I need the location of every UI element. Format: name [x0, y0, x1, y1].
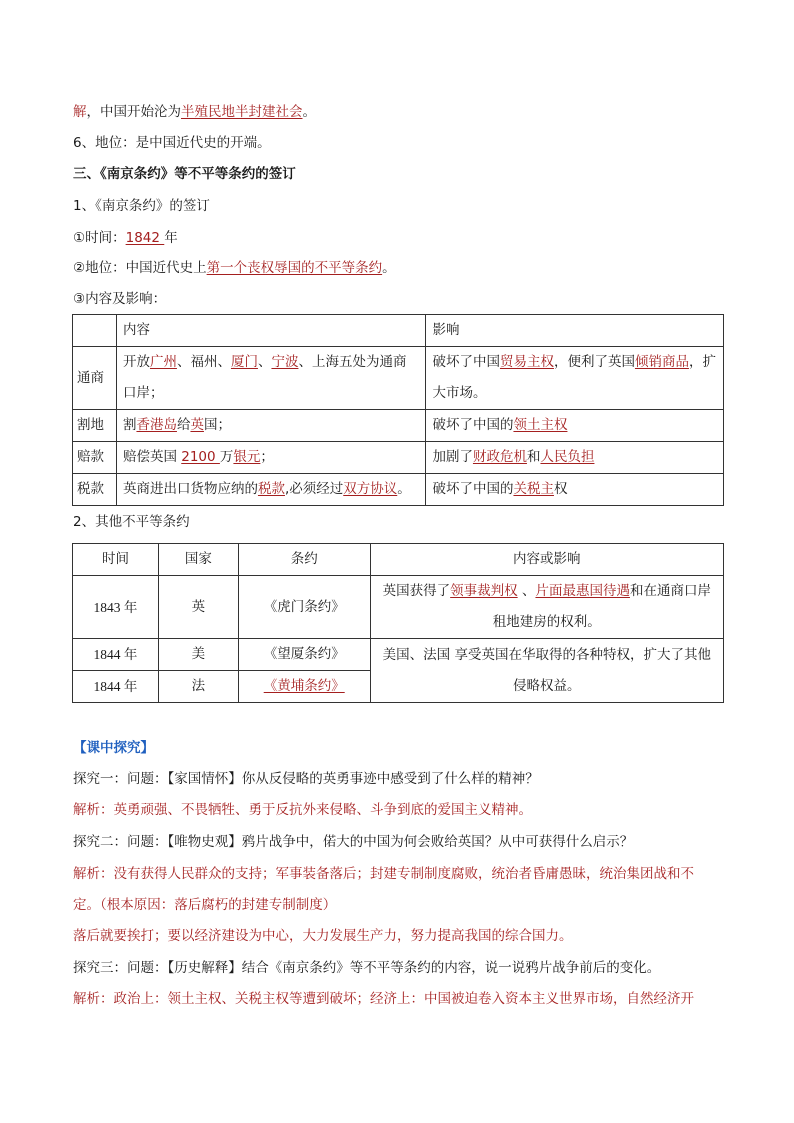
table1-header-cell — [73, 315, 117, 347]
table1-content-text: 万 — [219, 449, 234, 465]
table1-content-text: 、 — [257, 354, 272, 370]
table1-content-text: 英商进出口货物应纳的 — [122, 481, 258, 497]
explore-q3: 探究三：问题：【历史解释】结合《南京条约》等不平等条约的内容，说一说鸦片战争前后的变化。 — [73, 960, 661, 976]
table1-impact-cell — [426, 442, 724, 474]
table1-impact-cell — [426, 410, 724, 442]
table1-content-text: 割 — [122, 417, 137, 433]
table1-content-key-term: 税款 — [257, 481, 285, 497]
status-label: ②地位：中国近代史上 — [73, 260, 207, 276]
intro-red-text: 解 — [73, 104, 87, 120]
table1-content-key-term: 银元 — [233, 449, 261, 465]
table2-impact-key-term: 片面最惠国待遇 — [535, 583, 630, 599]
table1-content-text: 、福州、 — [176, 354, 231, 370]
table2-header-cell: 条约 — [238, 544, 370, 576]
table1-impact-text: ，扩大市场。 — [432, 354, 716, 401]
explore-a1: 解析：英勇顽强、不畏牺牲、勇于反抗外来侵略、斗争到底的爱国主义精神。 — [73, 802, 532, 818]
treaty-status-line — [73, 258, 396, 278]
section3-sub1: 1、《南京条约》的签订 — [73, 198, 210, 214]
other-treaties-table — [72, 543, 724, 703]
time-unit: 年 — [164, 230, 178, 246]
table1-content-key-term: 2100 — [181, 449, 220, 465]
explore-a3: 解析：政治上：领土主权、关税主权等遭到破坏；经济上：中国被迫卷入资本主义世界市场，自然经济开 — [73, 991, 694, 1007]
explore-a2-line3: 落后就要挨打；要以经济建设为中心，大力发展生产力，努力提高我国的综合国力。 — [73, 928, 573, 944]
table1-impact-cell — [426, 474, 724, 506]
intro-line-1 — [73, 102, 316, 122]
intro-text: ，中国开始沦为 — [86, 104, 181, 120]
table2-impact-cell — [370, 576, 723, 639]
table1-content-text: ； — [260, 449, 274, 465]
treaty-time-line — [73, 228, 178, 248]
table2-impact-text: 、 — [517, 583, 536, 599]
table1-impact-key-term: 财政危机 — [472, 449, 527, 465]
table1-row — [73, 410, 724, 442]
table1-content-key-term: 英 — [190, 417, 204, 433]
table2-treaty-cell: 《虎门条约》 — [238, 576, 370, 639]
table1-row — [73, 442, 724, 474]
table1-impact-key-term: 人民负担 — [540, 449, 595, 465]
table1-impact-text: 权 — [553, 481, 568, 497]
explore-a2-line1: 解析：没有获得人民群众的支持；军事装备落后；封建专制制度腐败，统治者昏庸愚昧，统治集团战和不 — [73, 866, 694, 882]
table1-category-cell: 通商 — [73, 347, 117, 410]
table1-header-cell: 内容 — [116, 315, 426, 347]
table1-content-cell — [116, 474, 426, 506]
table2-impact-key-term: 领事裁判权 — [450, 583, 518, 599]
table1-impact-text: 破坏了中国的 — [432, 481, 514, 497]
table1-row — [73, 347, 724, 410]
explore-q1: 探究一：问题：【家国情怀】你从反侵略的英勇事迹中感受到了什么样的精神？ — [73, 771, 539, 787]
table2-header-row — [73, 544, 724, 576]
nanjing-treaty-table — [72, 314, 724, 506]
table1-content-key-term: 广州 — [149, 354, 177, 370]
table2-treaty-cell: 《望厦条约》 — [238, 639, 370, 671]
table1-impact-text: ，便利了英国 — [553, 354, 635, 370]
table1-content-key-term: 宁波 — [271, 354, 299, 370]
table1-content-cell — [116, 410, 426, 442]
table1-impact-key-term: 领土主权 — [513, 417, 568, 433]
table1-impact-text: 和 — [526, 449, 541, 465]
content-label: ③内容及影响： — [73, 291, 167, 307]
status-end: 。 — [382, 260, 396, 276]
table1-content-text: 、上海五处为通商口岸； — [122, 354, 407, 401]
table2-impact-cell: 美国、法国 享受英国在华取得的各种特权，扩大了其他侵略权益。 — [370, 639, 723, 703]
section3-heading: 三、《南京条约》等不平等条约的签订 — [73, 166, 296, 182]
table1-content-key-term: 双方协议 — [343, 481, 398, 497]
table1-content-text: 国； — [203, 417, 231, 433]
table2-header-cell: 国家 — [158, 544, 238, 576]
table1-content-text: 给 — [176, 417, 191, 433]
table1-content-cell — [116, 347, 426, 410]
table1-content-text: 。 — [397, 481, 411, 497]
time-value: 1842 — [125, 230, 165, 246]
table1-row — [73, 474, 724, 506]
table1-impact-key-term: 关税主 — [513, 481, 554, 497]
table2-time-cell: 1844 年 — [73, 671, 159, 703]
table1-category-cell: 赔款 — [73, 442, 117, 474]
time-label: ①时间： — [73, 230, 126, 246]
table1-content-text: ,必须经过 — [284, 481, 344, 497]
table2-row — [73, 576, 724, 639]
table2-impact-text: 和在通商口岸租地建房的权利。 — [492, 583, 711, 630]
table1-content-key-term: 香港岛 — [136, 417, 177, 433]
explore-title: 【课中探究】 — [73, 740, 154, 756]
table1-impact-key-term: 贸易主权 — [499, 354, 554, 370]
table1-impact-text: 加剧了 — [432, 449, 473, 465]
table1-content-text: 赔偿英国 — [122, 449, 182, 465]
table1-category-cell: 税款 — [73, 474, 117, 506]
table2-header-cell: 时间 — [73, 544, 159, 576]
table2-time-cell: 1843 年 — [73, 576, 159, 639]
table1-impact-key-term: 倾销商品 — [634, 354, 689, 370]
table2-row — [73, 639, 724, 671]
table2-time-cell: 1844 年 — [73, 639, 159, 671]
table1-content-text: 开放 — [122, 354, 150, 370]
table1-header-cell: 影响 — [426, 315, 724, 347]
intro-end: 。 — [302, 104, 316, 120]
intro-line-2: 6、地位：是中国近代史的开端。 — [73, 135, 271, 151]
explore-q2: 探究二：问题：【唯物史观】鸦片战争中，偌大的中国为何会败给英国？从中可获得什么启示？ — [73, 834, 634, 850]
table1-content-key-term: 厦门 — [230, 354, 258, 370]
table1-impact-cell — [426, 347, 724, 410]
table2-impact-text: 英国获得了 — [382, 583, 451, 599]
table2-country-cell: 英 — [158, 576, 238, 639]
table1-header-row — [73, 315, 724, 347]
status-value: 第一个丧权辱国的不平等条约 — [206, 260, 383, 276]
table2-header-cell: 内容或影响 — [370, 544, 723, 576]
explore-a2-line2: 定。（根本原因：落后腐朽的封建专制制度） — [73, 897, 337, 913]
semi-colonial-term: 半殖民地半封建社会 — [181, 104, 303, 120]
table1-content-cell — [116, 442, 426, 474]
table1-impact-text: 破坏了中国 — [432, 354, 500, 370]
table2-country-cell: 美 — [158, 639, 238, 671]
table1-impact-text: 破坏了中国的 — [432, 417, 514, 433]
table2-treaty-cell: 《黄埔条约》 — [238, 671, 370, 703]
section3-sub2: 2、其他不平等条约 — [73, 514, 190, 530]
table2-country-cell: 法 — [158, 671, 238, 703]
table1-category-cell: 割地 — [73, 410, 117, 442]
